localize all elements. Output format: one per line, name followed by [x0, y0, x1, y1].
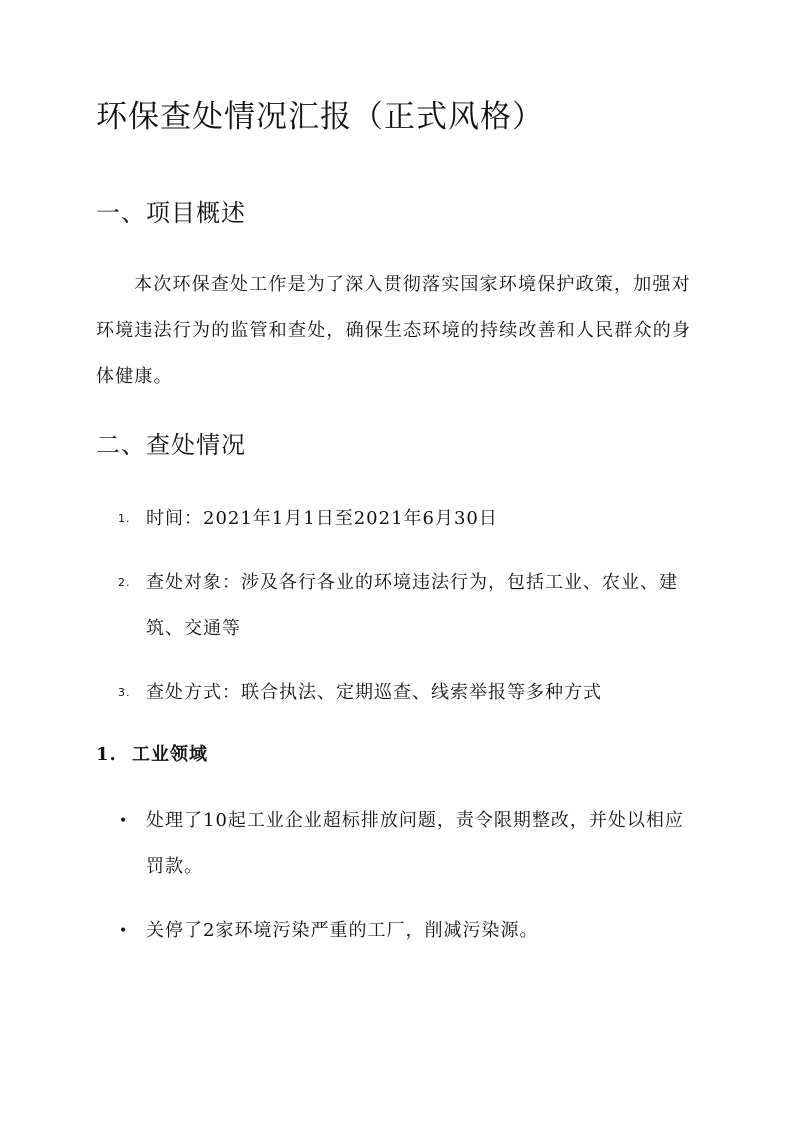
section-heading-overview: 一、项目概述 — [96, 199, 246, 227]
list-item — [118, 496, 698, 542]
list-number: 2. — [118, 576, 131, 589]
section-heading-inspection: 二、查处情况 — [96, 431, 246, 459]
subsection-number: 1. — [96, 744, 117, 765]
bullet-item — [118, 908, 698, 954]
bullet-icon: • — [119, 813, 129, 829]
document-title: 环保查处情况汇报（正式风格） — [96, 99, 544, 135]
bullet-icon: • — [119, 923, 129, 939]
list-item-text: 查处方式：联合执法、定期巡查、线索举报等多种方式 — [146, 682, 602, 703]
list-item-text: 时间：2021年1月1日至2021年6月30日 — [146, 508, 498, 529]
list-number: 3. — [118, 686, 131, 699]
list-item-text: 查处对象：涉及各行各业的环境违法行为，包括工业、农业、建筑、交通等 — [146, 572, 678, 639]
list-number: 1. — [118, 512, 131, 525]
subsection-heading-industry — [96, 740, 208, 770]
list-item — [118, 560, 698, 652]
overview-paragraph: 本次环保查处工作是为了深入贯彻落实国家环境保护政策，加强对环境违法行为的监管和查处，确保生态环境的持续改善和人民群众的身体健康。 — [96, 274, 692, 387]
bullet-item-text: 处理了10起工业企业超标排放问题，责令限期整改，并处以相应罚款。 — [146, 810, 684, 877]
list-item — [118, 670, 698, 716]
bullet-item-text: 关停了2家环境污染严重的工厂，削减污染源。 — [146, 920, 539, 941]
subsection-title: 工业领域 — [132, 744, 208, 765]
bullet-item — [118, 798, 698, 890]
